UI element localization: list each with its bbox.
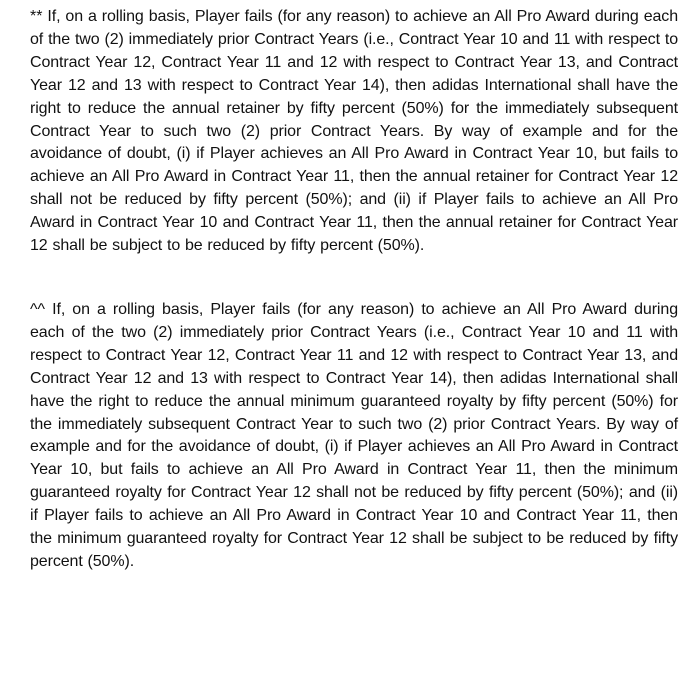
footnote-marker-double-asterisk: ** [30, 8, 43, 25]
footnote-retainer-reduction [30, 6, 678, 258]
footnote-text: If, on a rolling basis, Player fails (for any reason) to achieve an All Pro Award during each of the two (2) immediately prior Contract Years (i.e., Contract Year 10 and 11 with respect to Contract Year 12, Contract Year 11 and 12 with respect to Contract Year 13, and Contract Year 12 and 13 with respect to Contract Year 14), then adidas International shall have the right to reduce the annual retainer by fifty percent (50%) for the immediately subsequent Contract Year to such two (2) prior Contract Years. By way of example and for the avoidance of doubt, (i) if Player achieves an All Pro Award in Contract Year 10, but fails to achieve an All Pro Award in Contract Year 11, then the annual retainer for Contract Year 12 shall not be reduced by fifty percent (50%); and (ii) if Player fails to achieve an All Pro Award in Contract Year 10 and Contract Year 11, then the annual retainer for Contract Year 12 shall be subject to be reduced by fifty percent (50%). [30, 8, 678, 255]
footnote-marker-double-caret: ^^ [30, 300, 46, 318]
footnote-royalty-reduction [30, 299, 678, 574]
footnote-text: If, on a rolling basis, Player fails (for any reason) to achieve an All Pro Award during each of the two (2) immediately prior Contract Years (i.e., Contract Year 10 and 11 with respect to Contract Year 12, Contract Year 11 and 12 with respect to Contract Year 13, and Contract Year 12 and 13 with respect to Contract Year 14), then adidas International shall have the right to reduce the annual minimum guaranteed royalty by fifty percent (50%) for the immediately subsequent Contract Year to such two (2) prior Contract Years. By way of example and for the avoidance of doubt, (i) if Player achieves an All Pro Award in Contract Year 10, but fails to achieve an All Pro Award in Contract Year 11, then the minimum guaranteed royalty for Contract Year 12 shall not be reduced by fifty percent (50%); and (ii) if Player fails to achieve an All Pro Award in Contract Year 10 and Contract Year 11, then the minimum guaranteed royalty for Contract Year 12 shall be subject to be reduced by fifty percent (50%). [30, 300, 678, 570]
